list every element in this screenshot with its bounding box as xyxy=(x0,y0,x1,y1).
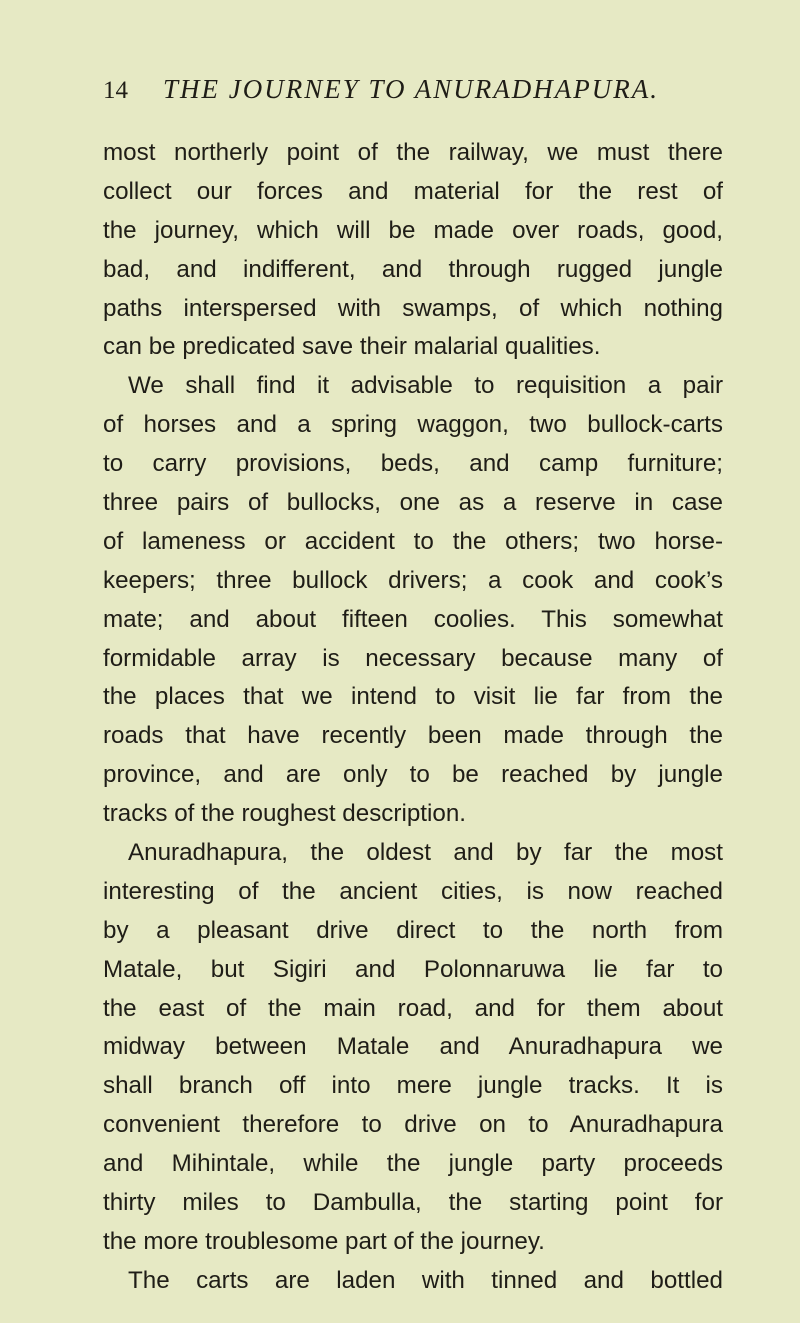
text-line: by a pleasant drive direct to the north from xyxy=(103,916,723,944)
text-line: to carry provisions, beds, and camp furniture; xyxy=(103,450,723,478)
text-line: three pairs of bullocks, one as a reserve in case xyxy=(103,489,723,517)
text-line: most northerly point of the railway, we must there xyxy=(103,139,723,166)
text-line: Matale, but Sigiri and Polonnaruwa lie far to xyxy=(103,955,723,983)
text-line: collect our forces and material for the rest of xyxy=(103,177,723,205)
text-line: convenient therefore to drive on to Anuradhapura xyxy=(103,1111,723,1139)
text-line: mate; and about fifteen coolies. This somewhat xyxy=(103,605,723,633)
page-number: 14 xyxy=(103,77,128,104)
text-line: bad, and indifferent, and through rugged jungle xyxy=(103,255,723,283)
text-line: tracks of the roughest description. xyxy=(103,800,467,828)
text-line: Anuradhapura, the oldest and by far the most xyxy=(128,839,723,867)
text-line: roads that have recently been made through the xyxy=(103,722,723,750)
text-line: the more troublesome part of the journey. xyxy=(103,1227,545,1255)
text-line: the journey, which will be made over roads, good, xyxy=(103,216,723,244)
text-line: thirty miles to Dambulla, the starting point for xyxy=(103,1189,723,1217)
text-line: formidable array is necessary because many of xyxy=(103,644,723,672)
text-line: can be predicated save their malarial qualities. xyxy=(103,333,601,361)
text-line: interesting of the ancient cities, is now reached xyxy=(103,877,723,905)
running-title: THE JOURNEY TO ANURADHAPURA. xyxy=(163,74,659,104)
text-line: paths interspersed with swamps, of which nothing xyxy=(103,294,723,322)
text-line: shall branch off into mere jungle tracks. It is xyxy=(103,1072,723,1100)
text-line: the places that we intend to visit lie far from the xyxy=(103,683,723,711)
text-line: the east of the main road, and for them about xyxy=(103,994,723,1022)
body-text xyxy=(103,134,723,1301)
text-line: The carts are laden with tinned and bottled xyxy=(128,1266,723,1294)
text-line: of lameness or accident to the others; two horse- xyxy=(103,527,723,555)
text-line: We shall find it advisable to requisition a pair xyxy=(128,372,723,400)
text-line: of horses and a spring waggon, two bullock-carts xyxy=(103,411,723,439)
page-header xyxy=(103,74,723,114)
text-line: and Mihintale, while the jungle party proceeds xyxy=(103,1150,723,1178)
text-line: keepers; three bullock drivers; a cook and cook’s xyxy=(103,566,723,594)
text-line: midway between Matale and Anuradhapura we xyxy=(103,1033,723,1061)
text-line: province, and are only to be reached by jungle xyxy=(103,761,723,789)
